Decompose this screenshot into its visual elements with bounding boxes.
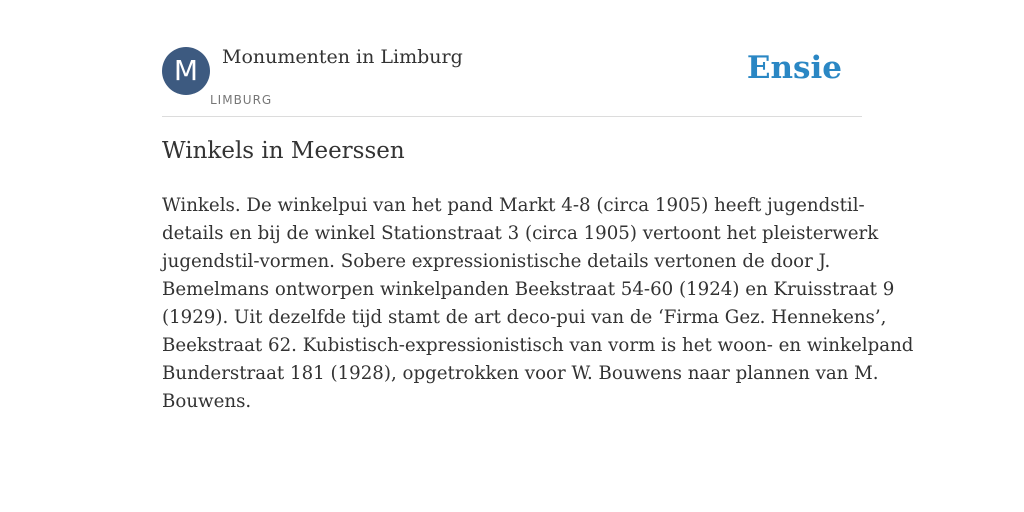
book-title-link[interactable]: Monumenten in Limburg [222,46,463,68]
body-line: details en bij de winkel Stationstraat 3 (circa 1905) vertoont het pleisterwerk [162,223,879,244]
body-line: jugendstil-vormen. Sobere expressionistische details vertonen de door J. [162,251,831,272]
body-line: Bunderstraat 181 (1928), opgetrokken voor W. Bouwens naar plannen van M. [162,363,879,384]
category-label[interactable]: LIMBURG [210,93,273,107]
body-line: Beekstraat 62. Kubistisch-expressionistisch van vorm is het woon- en winkelpand [162,335,914,356]
body-line: Winkels. De winkelpui van het pand Markt 4-8 (circa 1905) heeft jugendstil- [162,195,865,216]
ensie-logo[interactable]: Ensie [746,50,842,86]
body-line: Bouwens. [162,391,252,412]
header [162,44,862,117]
body-line: Bemelmans ontworpen winkelpanden Beekstraat 54-60 (1924) en Kruisstraat 9 [162,279,895,300]
avatar[interactable]: M [162,47,210,95]
body-line: (1929). Uit dezelfde tijd stamt de art deco-pui van de ‘Firma Gez. Hennekens’, [162,307,887,328]
article-body [162,192,914,416]
article-title: Winkels in Meerssen [162,138,405,164]
